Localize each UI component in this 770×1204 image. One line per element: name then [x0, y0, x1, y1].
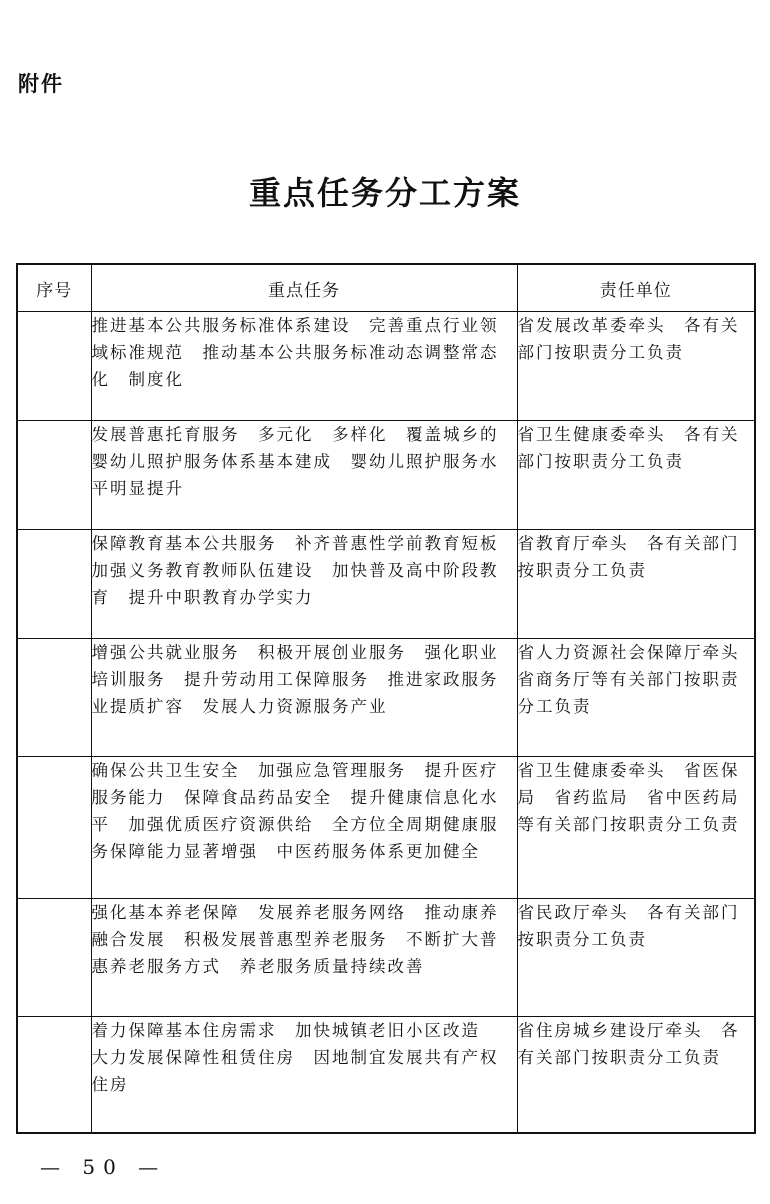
responsible-unit-cell: 省人力资源社会保障厅牵头 省商务厅等有关部门按职责分工负责: [517, 639, 755, 757]
table-row: [17, 421, 755, 530]
responsible-unit-cell: 省民政厅牵头 各有关部门按职责分工负责: [517, 899, 755, 1017]
table-row: [17, 530, 755, 639]
column-header-task: 重点任务: [91, 264, 517, 312]
task-cell: 保障教育基本公共服务 补齐普惠性学前教育短板 加强义务教育教师队伍建设 加快普及高中阶段教育 提升中职教育办学实力: [91, 530, 517, 639]
column-header-index: 序号: [17, 264, 91, 312]
task-cell: 推进基本公共服务标准体系建设 完善重点行业领域标准规范 推动基本公共服务标准动态调整常态化 制度化: [91, 312, 517, 421]
page-number: — 50 —: [40, 1155, 167, 1179]
responsible-unit-cell: 省卫生健康委牵头 各有关部门按职责分工负责: [517, 421, 755, 530]
row-index-cell: [17, 312, 91, 421]
column-header-unit: 责任单位: [517, 264, 755, 312]
annex-label: 附件: [18, 72, 64, 96]
task-table: [16, 263, 756, 1134]
task-cell: 着力保障基本住房需求 加快城镇老旧小区改造 大力发展保障性租赁住房 因地制宜发展共有产权住房: [91, 1017, 517, 1133]
row-index-cell: [17, 530, 91, 639]
table-row: [17, 312, 755, 421]
table-row: [17, 1017, 755, 1133]
row-index-cell: [17, 639, 91, 757]
task-cell: 强化基本养老保障 发展养老服务网络 推动康养融合发展 积极发展普惠型养老服务 不断扩大普惠养老服务方式 养老服务质量持续改善: [91, 899, 517, 1017]
row-index-cell: [17, 1017, 91, 1133]
row-index-cell: [17, 899, 91, 1017]
responsible-unit-cell: 省卫生健康委牵头 省医保局 省药监局 省中医药局等有关部门按职责分工负责: [517, 757, 755, 899]
responsible-unit-cell: 省发展改革委牵头 各有关部门按职责分工负责: [517, 312, 755, 421]
responsible-unit-cell: 省住房城乡建设厅牵头 各有关部门按职责分工负责: [517, 1017, 755, 1133]
task-cell: 确保公共卫生安全 加强应急管理服务 提升医疗服务能力 保障食品药品安全 提升健康信息化水平 加强优质医疗资源供给 全方位全周期健康服务保障能力显著增强 中医药服务体系更加健全: [91, 757, 517, 899]
table-header-row: [17, 264, 755, 312]
row-index-cell: [17, 421, 91, 530]
task-cell: 增强公共就业服务 积极开展创业服务 强化职业培训服务 提升劳动用工保障服务 推进家政服务业提质扩容 发展人力资源服务产业: [91, 639, 517, 757]
page-title: 重点任务分工方案: [248, 174, 521, 212]
table-row: [17, 639, 755, 757]
row-index-cell: [17, 757, 91, 899]
table-row: [17, 899, 755, 1017]
table-row: [17, 757, 755, 899]
responsible-unit-cell: 省教育厅牵头 各有关部门按职责分工负责: [517, 530, 755, 639]
task-cell: 发展普惠托育服务 多元化 多样化 覆盖城乡的婴幼儿照护服务体系基本建成 婴幼儿照护服务水平明显提升: [91, 421, 517, 530]
